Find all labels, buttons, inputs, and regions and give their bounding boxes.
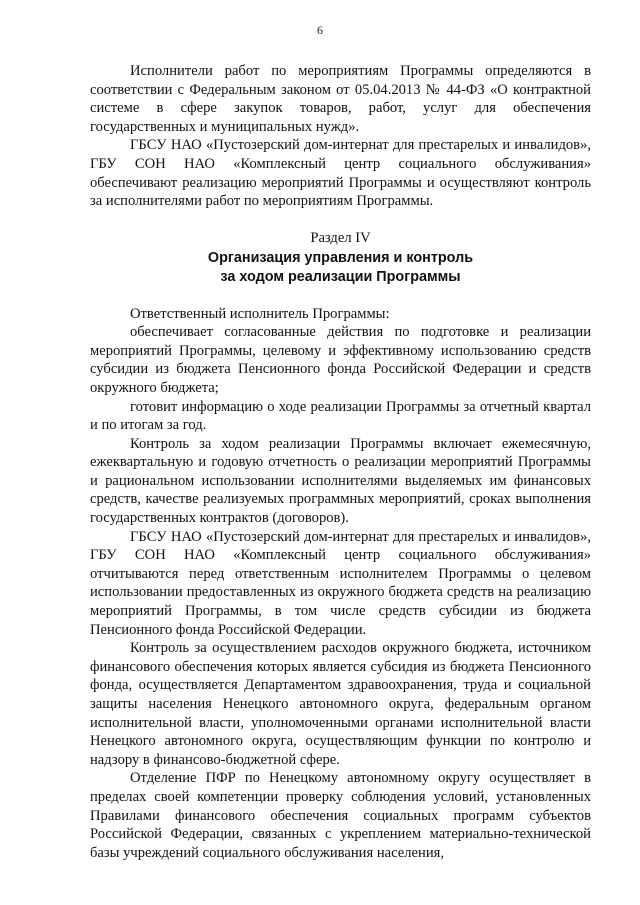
paragraph-executors-law: Исполнители работ по мероприятиям Программы определяются в соответствии с Федеральным законом от 05.04.2013 № 44-ФЗ «О контрактной системе в сфере закупок товаров, работ, услуг для обеспечения государственных и муниципальных нужд». (90, 63, 591, 135)
paragraph-pfr-department: Отделение ПФР по Ненецкому автономному округу осуществляет в пределах своей компетенции проверку соблюдения условий, установленных Правилами финансового обеспечения социальных программ субъектов Российской Федерации, связанных с укреплением материально-технической базы учреждений социального обслуживания населения, (90, 770, 591, 861)
paragraph-ensures-actions: обеспечивает согласованные действия по подготовке и реализации мероприятий Программы, целевому и эффективному использованию средств субсидии из бюджета Пенсионного фонда Российской Федерации и средств окружного бюджета; (90, 324, 591, 396)
page-number: 6 (317, 23, 323, 37)
paragraph-expenditure-control: Контроль за осуществлением расходов окружного бюджета, источником финансового обеспечения которых является субсидия из бюджета Пенсионного фонда, осуществляется Департаментом здравоохранения, труда и социальной защиты населения Ненецкого автономного округа, федеральным органом исполнительной власти, уполномоченными органами исполнительной власти Ненецкого автономного округа, осуществляющим функции по контролю и надзору в финансово-бюджетной сфере. (90, 640, 591, 768)
paragraph-control-reporting: Контроль за ходом реализации Программы включает ежемесячную, ежеквартальную и годовую отчетность о реализации мероприятий Программы и рациональном использовании исполнителями выделяемых им финансовых средств, качестве реализуемых программных мероприятий, сроках выполнения государственных контрактов (договоров). (90, 435, 591, 527)
paragraph-responsible-executor: Ответственный исполнитель Программы: (130, 305, 390, 322)
document-body (90, 62, 591, 862)
paragraph-institutions-report: ГБСУ НАО «Пустозерский дом-интернат для престарелых и инвалидов», ГБУ СОН НАО «Комплексный центр социального обслуживания» отчитываются перед ответственным исполнителем Программы о целевом использовании предоставленных из окружного бюджета средств на реализацию мероприятий Программы, в том числе средств субсидии из бюджета Пенсионного фонда Российской Федерации. (90, 528, 591, 638)
section-label: Раздел IV (310, 229, 371, 246)
section-title-line-2: за ходом реализации Программы (220, 268, 461, 285)
section-title-line-1: Организация управления и контроль (207, 250, 474, 267)
paragraph-institutions-control: ГБСУ НАО «Пустозерский дом-интернат для престарелых и инвалидов», ГБУ СОН НАО «Комплексный центр социального обслуживания» обеспечивают реализацию мероприятий Программы и осуществляют контроль за исполнителями работ по мероприятиям Программы. (90, 137, 591, 210)
paragraph-prepares-info: готовит информацию о ходе реализации Программы за отчетный квартал и по итогам за год. (90, 398, 591, 434)
section-heading (90, 229, 591, 287)
